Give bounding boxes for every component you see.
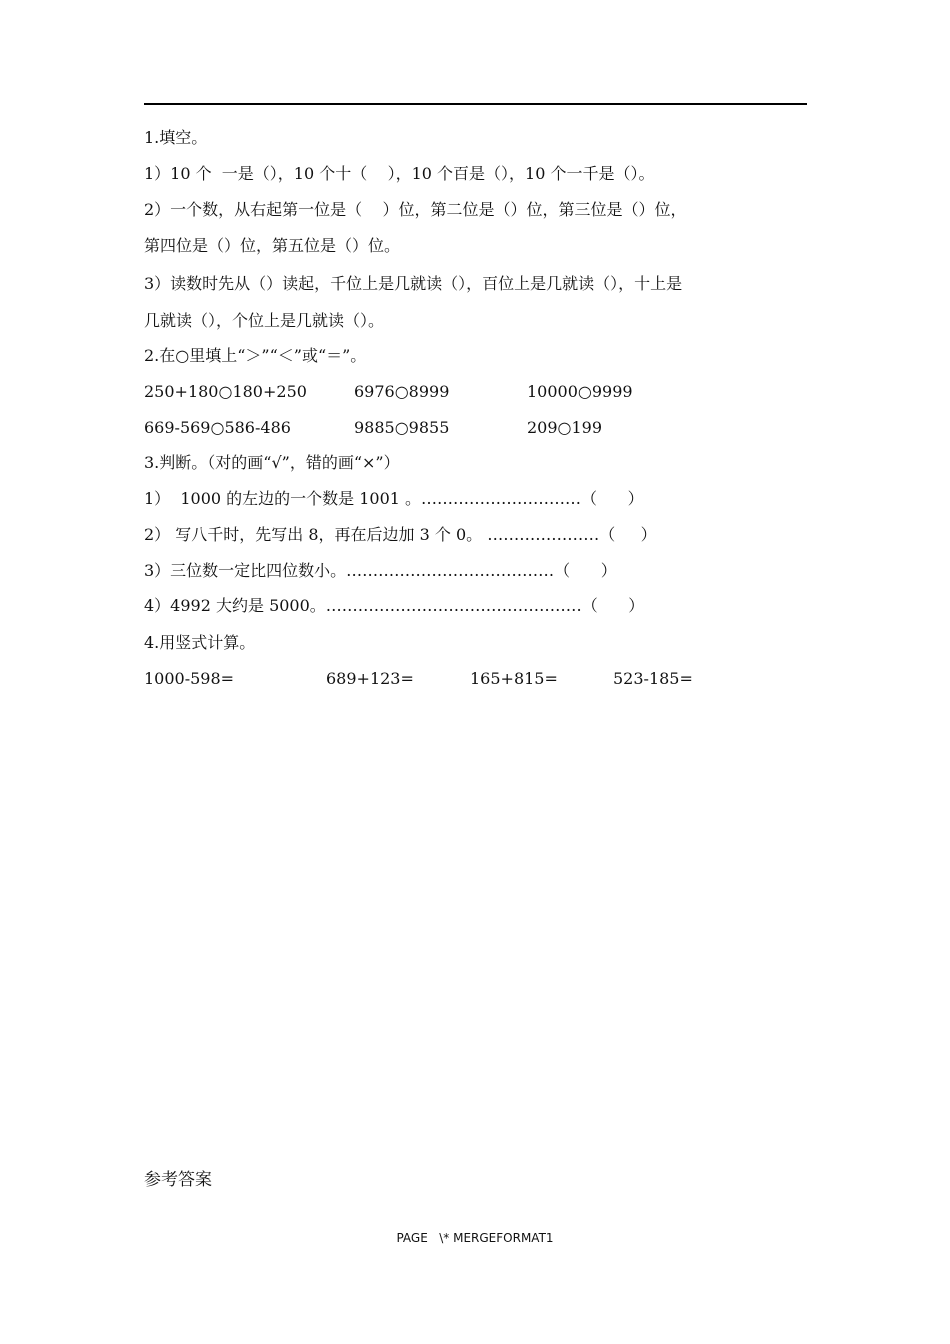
section2-title: 2.在○里填上“＞”“＜”或“＝”。 bbox=[144, 346, 367, 365]
section3-title: 3.判断。（对的画“√”，错的画“×”） bbox=[144, 453, 400, 472]
calc-item: 523-185= bbox=[613, 669, 693, 688]
fill-question-2-line2: 第四位是（）位，第五位是（）位。 bbox=[144, 236, 401, 255]
fill-question-1: 1）10 个 一是（），10 个十（ ），10 个百是（），10 个一千是（）。 bbox=[144, 164, 655, 183]
fill-question-2-line1: 2）一个数，从右起第一位是（ ）位，第二位是（）位，第三位是（）位， bbox=[144, 200, 687, 219]
compare-item: 10000○9999 bbox=[527, 382, 633, 401]
page-footer: PAGE \* MERGEFORMAT1 bbox=[396, 1231, 554, 1245]
judge-item: 3）三位数一定比四位数小。…………………………………（ ） bbox=[144, 561, 617, 580]
answers-heading: 参考答案 bbox=[144, 1170, 212, 1190]
fill-question-3-line1: 3）读数时先从（）读起，千位上是几就读（），百位上是几就读（），十上是 bbox=[144, 274, 683, 293]
calc-item: 165+815= bbox=[470, 669, 558, 688]
section4-title: 4.用竖式计算。 bbox=[144, 633, 256, 652]
compare-item: 669-569○586-486 bbox=[144, 418, 291, 437]
judge-item: 2） 写八千时，先写出 8，再在后边加 3 个 0。 …………………（ ） bbox=[144, 525, 657, 544]
compare-item: 6976○8999 bbox=[354, 382, 450, 401]
compare-item: 250+180○180+250 bbox=[144, 382, 307, 401]
section1-title: 1.填空。 bbox=[144, 128, 208, 147]
calc-item: 1000-598= bbox=[144, 669, 235, 688]
judge-item: 1） 1000 的左边的一个数是 1001 。…………………………（ ） bbox=[144, 489, 644, 508]
calc-item: 689+123= bbox=[326, 669, 414, 688]
fill-question-3-line2: 几就读（），个位上是几就读（）。 bbox=[144, 311, 385, 330]
judge-item: 4）4992 大约是 5000。…………………………………………（ ） bbox=[144, 596, 645, 615]
header-rule bbox=[144, 103, 807, 105]
compare-item: 209○199 bbox=[527, 418, 603, 437]
compare-item: 9885○9855 bbox=[354, 418, 450, 437]
